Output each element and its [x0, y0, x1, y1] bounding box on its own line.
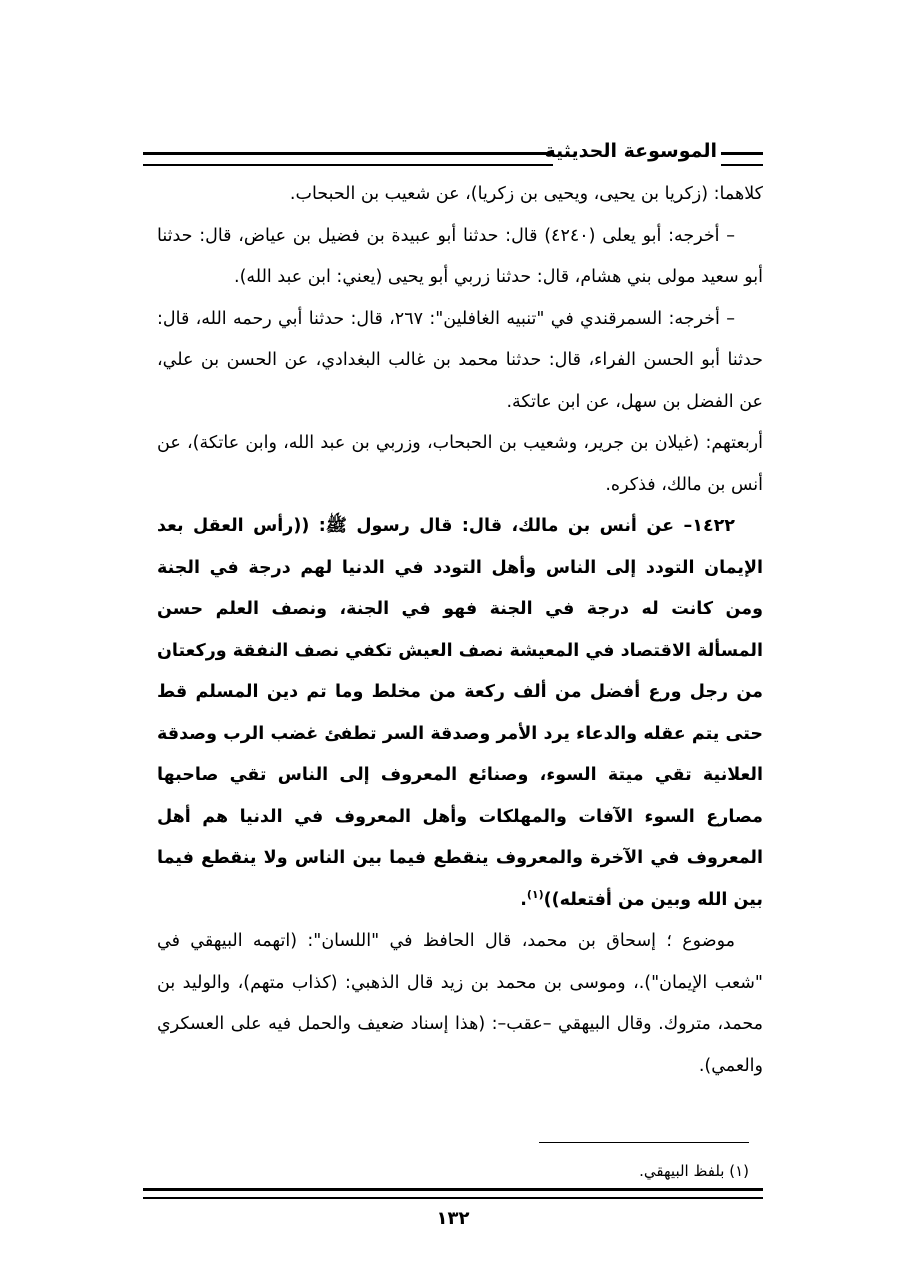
paragraph-grading: موضوع ؛ إسحاق بن محمد، قال الحافظ في "اللسان": (اتهمه البيهقي في "شعب الإيمان").، وموسى بن محمد بن زيد قال الذهبي: (كذاب متهم)، والوليد بن محمد، متروك. وقال البيهقي –عقب–: (هذا إسناد ضعيف والحمل فيه على العسكري والعمي).	[157, 931, 763, 1076]
header-rule-right	[721, 152, 763, 166]
hadith-text	[157, 506, 763, 921]
footnote-reference: (١)	[526, 887, 544, 901]
footnote-separator	[539, 1142, 749, 1143]
paragraph-abu-yala: – أخرجه: أبو يعلى (٤٢٤٠) قال: حدثنا أبو عبيدة بن فضيل بن عياض، قال: حدثنا أبو سعيد مولى بني هشام، قال: حدثنا زربي أبو يحيى (يعني: ابن عبد الله).	[157, 225, 763, 287]
footnote: (١) بلفظ البيهقي.	[639, 1162, 749, 1180]
page-body	[143, 174, 763, 1087]
running-header	[143, 138, 763, 170]
hadith-body: ١٤٢٢– عن أنس بن مالك، قال: قال رسول ﷺ: ((رأس العقل بعد الإيمان التودد إلى الناس وأهل التودد في الدنيا لهم درجة في الجنة ومن كانت له درجة في الجنة فهو في الجنة، ونصف العلم حسن المسألة الاقتصاد في المعيشة نصف العيش تكفي نصف النفقة وركعتان من رجل ورع أفضل من ألف ركعة من مخلط وما تم دين المسلم قط حتى يتم عقله والدعاء يرد الأمر وصدقة السر تطفئ غضب الرب وصدقة العلانية تقي ميتة السوء، وصنائع المعروف إلى الناس تقي صاحبها مصارع السوء الآفات والمهلكات وأهل المعروف في الدنيا هم أهل المعروف في الآخرة والمعروف ينقطع فيما بين الناس ولا ينقطع فيما بين الله وبين من أفتعله))	[157, 516, 763, 910]
book-title: الموسوعة الحديثية	[544, 140, 717, 162]
hadith-end: .	[520, 889, 527, 910]
paragraph-narrators: كلاهما: (زكريا بن يحيى، ويحيى بن زكريا)، عن شعيب بن الحبحاب.	[289, 184, 763, 204]
paragraph-samarqandi: – أخرجه: السمرقندي في "تنبيه الغافلين": ٢٦٧، قال: حدثنا أبي رحمه الله، قال: حدثنا أبو الحسن الفراء، قال: حدثنا محمد بن غالب البغدادي، عن الحسن بن علي، عن الفضل بن سهل، عن ابن عاتكة.	[157, 308, 763, 412]
footer-rule	[143, 1188, 763, 1199]
document-page	[143, 138, 763, 1248]
header-rule-left	[143, 152, 553, 166]
paragraph-summary: أربعتهم: (غيلان بن جرير، وشعيب بن الحبحاب، وزربي بن عبد الله، وابن عاتكة)، عن أنس بن مالك، فذكره.	[157, 433, 763, 495]
page-number: ١٣٢	[436, 1208, 470, 1229]
